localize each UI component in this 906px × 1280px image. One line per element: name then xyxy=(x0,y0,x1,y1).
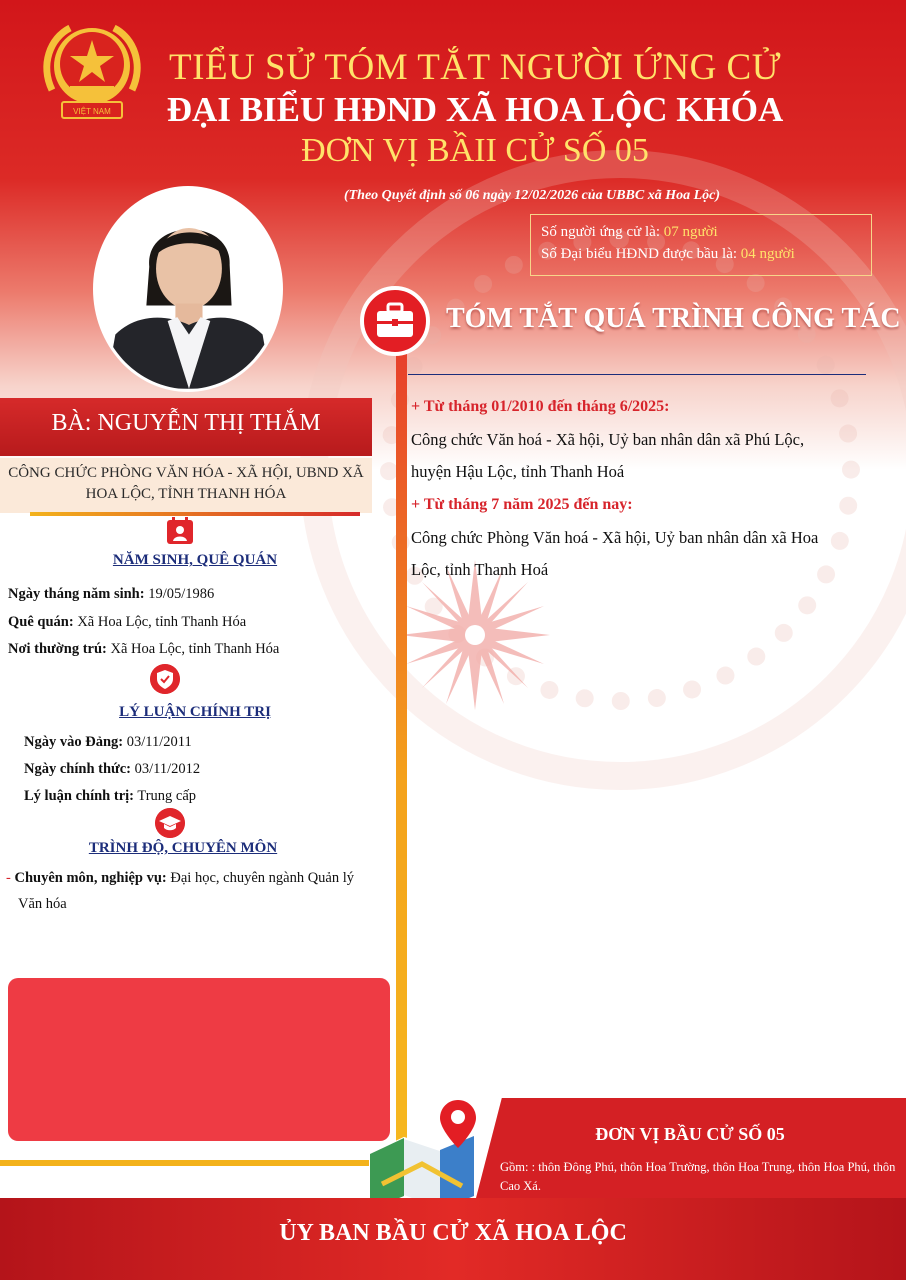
electoral-unit-includes xyxy=(500,1158,900,1196)
hometown-value: Xã Hoa Lộc, tỉnh Thanh Hóa xyxy=(77,614,247,630)
residence-label: Nơi thường trú: xyxy=(8,641,107,657)
national-emblem-icon xyxy=(40,20,144,126)
dob-label: Ngày tháng năm sinh: xyxy=(8,586,145,602)
work-period-1: + Từ tháng 01/2010 đến tháng 6/2025: xyxy=(411,398,670,415)
specialty-bullet: - xyxy=(6,870,11,886)
candidate-name: BÀ: NGUYỄN THỊ THẮM xyxy=(51,410,321,436)
candidate-stats-box xyxy=(530,214,872,276)
electoral-unit-title: ĐƠN VỊ BẦU CỬ SỐ 05 xyxy=(595,1124,785,1144)
residence-row xyxy=(8,641,279,658)
work-section-title: TÓM TẮT QUÁ TRÌNH CÔNG TÁC xyxy=(446,303,901,334)
work-period-2: + Từ tháng 7 năm 2025 đến nay: xyxy=(411,496,633,513)
elected-label: Số Đại biểu HĐND được bầu là: xyxy=(541,246,738,262)
decision-note: (Theo Quyết định số 06 ngày 12/02/2026 của UBBC xã Hoa Lộc) xyxy=(343,188,721,203)
work-desc-2a: Công chức Phòng Văn hoá - Xã hội, Uỷ ban nhân dân xã Hoa xyxy=(411,528,819,547)
candidates-count-row xyxy=(541,221,861,243)
official-value: 03/11/2012 xyxy=(134,761,201,777)
specialty-label: Chuyên môn, nghiệp vụ: xyxy=(14,870,167,886)
hometown-row xyxy=(8,614,246,631)
footer-text: ỦY BAN BẦU CỬ XÃ HOA LỘC xyxy=(279,1220,627,1246)
theory-label: Lý luận chính trị: xyxy=(24,788,134,804)
briefcase-badge xyxy=(360,286,430,356)
official-label: Ngày chính thức: xyxy=(24,761,131,777)
elected-unit: người xyxy=(759,246,795,262)
politics-section-title: LÝ LUẬN CHÍNH TRỊ xyxy=(119,704,271,720)
elected-count-row xyxy=(541,243,861,265)
residence-value: Xã Hoa Lộc, tỉnh Thanh Hóa xyxy=(110,641,280,657)
party-join-value: 03/11/2011 xyxy=(126,734,192,750)
red-blank-panel xyxy=(8,978,390,1141)
bottom-gold-stripe xyxy=(0,1160,370,1166)
dob-value: 19/05/1986 xyxy=(148,586,215,602)
work-desc-1a: Công chức Văn hoá - Xã hội, Uỷ ban nhân dân xã Phú Lộc, xyxy=(411,430,805,449)
candidates-unit: người xyxy=(682,224,718,240)
theory-value: Trung cấp xyxy=(137,788,197,804)
hometown-label: Quê quán: xyxy=(8,614,74,630)
dob-row xyxy=(8,586,214,603)
role-divider xyxy=(30,512,360,516)
includes-value: : thôn Đông Phú, thôn Hoa Trường, thôn Hoa Trung, thôn Hoa Phú, thôn Cao Xá. xyxy=(500,1160,896,1193)
party-join-label: Ngày vào Đảng: xyxy=(24,734,124,750)
candidates-value: 07 xyxy=(663,224,679,240)
title-line-1: TIỂU SỬ TÓM TẮT NGƯỜI ỨNG CỬ xyxy=(169,47,781,88)
title-line-2: ĐẠI BIỂU HĐND XÃ HOA LỘC KHÓA xyxy=(166,90,784,129)
work-desc-2b: Lộc, tỉnh Thanh Hoá xyxy=(411,560,549,579)
candidate-role: CÔNG CHỨC PHÒNG VĂN HÓA - XÃ HỘI, UBND XÃ HOA LỘC, TỈNH THANH HÓA xyxy=(0,458,372,513)
specialty-row xyxy=(6,870,354,887)
party-join-row xyxy=(24,734,192,751)
work-section-divider xyxy=(408,374,866,375)
graduation-cap-icon xyxy=(155,808,185,838)
includes-label: Gồm: xyxy=(500,1160,529,1174)
emblem-text: VIỆT NAM xyxy=(73,107,111,116)
work-desc-1b: huyện Hậu Lộc, tỉnh Thanh Hoá xyxy=(411,462,625,481)
candidate-photo xyxy=(93,186,283,392)
title-line-3: ĐƠN VỊ BẦII CỬ SỐ 05 xyxy=(301,132,649,169)
theory-row xyxy=(24,788,196,805)
specialty-value-cont: Văn hóa xyxy=(18,896,67,912)
shield-check-icon xyxy=(150,664,180,694)
location-pin-icon xyxy=(440,1100,476,1148)
candidates-label: Số người ứng cử là: xyxy=(541,224,660,240)
specialty-value: Đại học, chuyên ngành Quản lý xyxy=(170,870,355,886)
calendar-user-icon xyxy=(165,516,195,546)
briefcase-icon xyxy=(364,290,426,352)
elected-value: 04 xyxy=(740,246,756,262)
education-section-title: TRÌNH ĐỘ, CHUYÊN MÔN xyxy=(88,840,278,856)
birth-section-title: NĂM SINH, QUÊ QUÁN xyxy=(112,552,278,568)
official-member-row xyxy=(24,761,200,778)
timeline-line xyxy=(396,330,407,1150)
